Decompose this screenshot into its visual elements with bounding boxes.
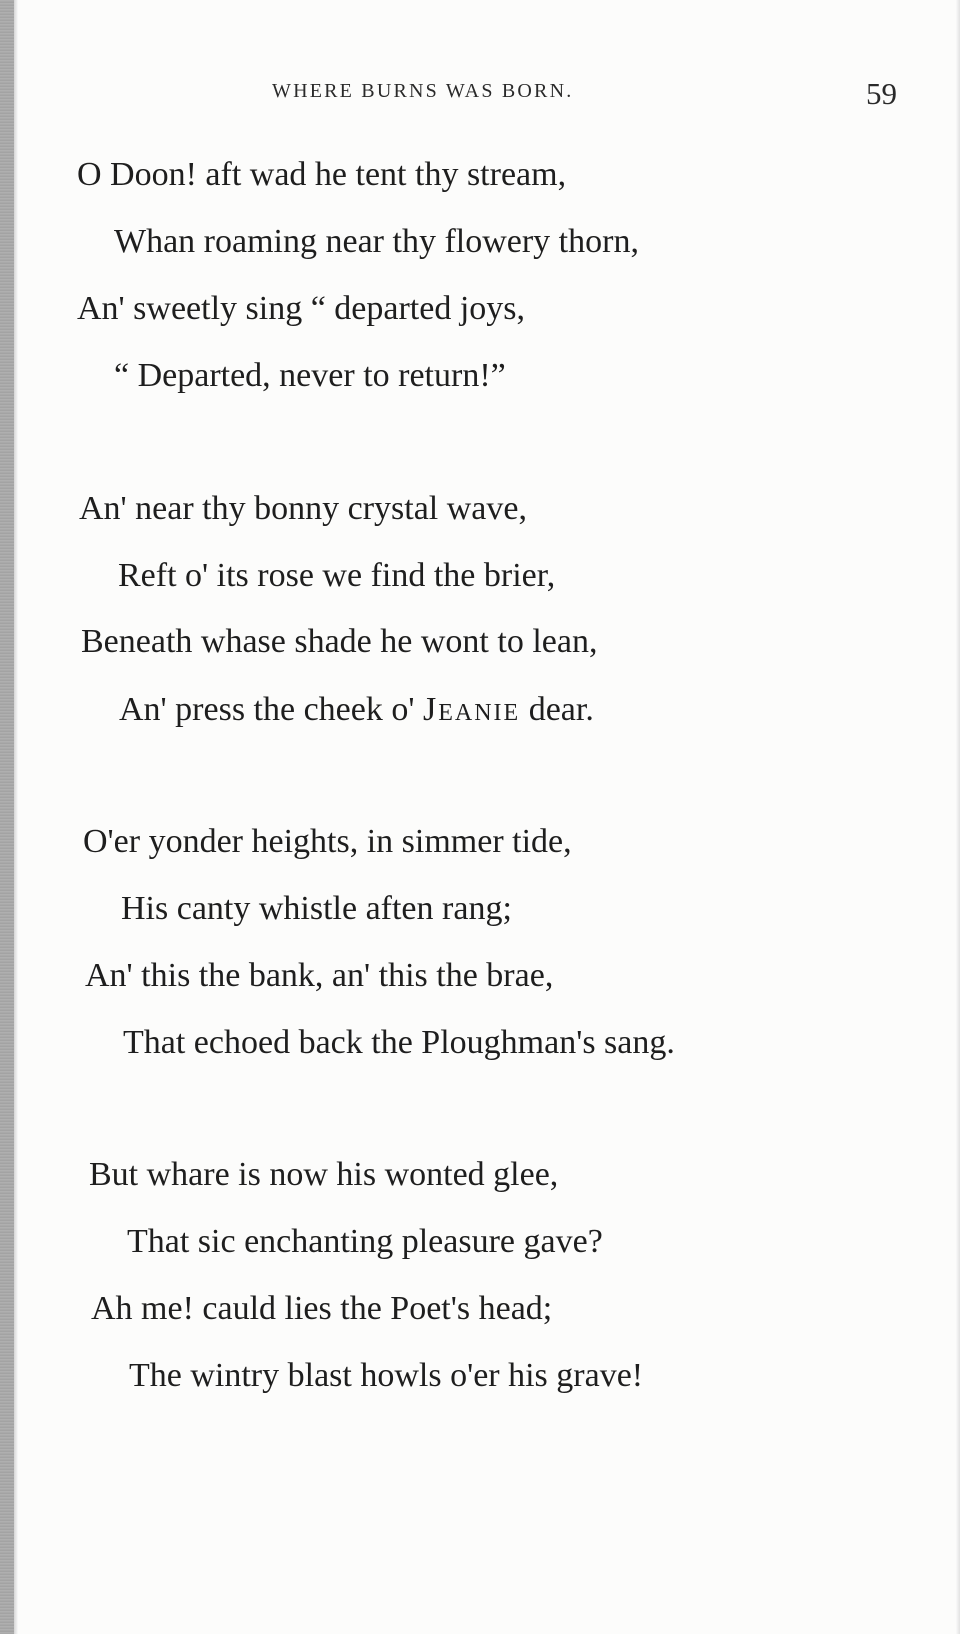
poem-line: O Doon! aft wad he tent thy stream, [77,156,567,193]
line-text: An' press the cheek o' [119,691,423,728]
poem-line: An' this the bank, an' this the brae, [85,957,554,994]
running-head: WHERE BURNS WAS BORN. [272,80,574,102]
page-number: 59 [866,76,897,111]
poem-line: That echoed back the Ploughman's sang. [123,1024,675,1061]
name-jeanie: Jeanie [423,691,521,728]
page-edge [956,0,960,1634]
poem-line: Beneath whase shade he wont to lean, [81,623,598,660]
page-gutter [14,0,18,1634]
poem-line: “ Departed, never to return!” [114,357,506,394]
book-spine-shadow [0,0,14,1634]
poem-line: Ah me! cauld lies the Poet's head; [91,1290,553,1327]
poem-line: An' near thy bonny crystal wave, [79,490,527,527]
poem-line: But whare is now his wonted glee, [89,1156,559,1193]
line-text: dear. [520,691,594,728]
poem-line: An' sweetly sing “ departed joys, [77,290,526,327]
poem-line: That sic enchanting pleasure gave? [127,1223,603,1260]
poem-line: O'er yonder heights, in simmer tide, [83,823,572,860]
poem-line: His canty whistle aften rang; [121,890,512,927]
poem-line [119,690,594,730]
poem-line: Reft o' its rose we find the brier, [118,557,556,594]
poem-line: Whan roaming near thy flowery thorn, [114,223,639,260]
poem-line: The wintry blast howls o'er his grave! [129,1357,644,1394]
